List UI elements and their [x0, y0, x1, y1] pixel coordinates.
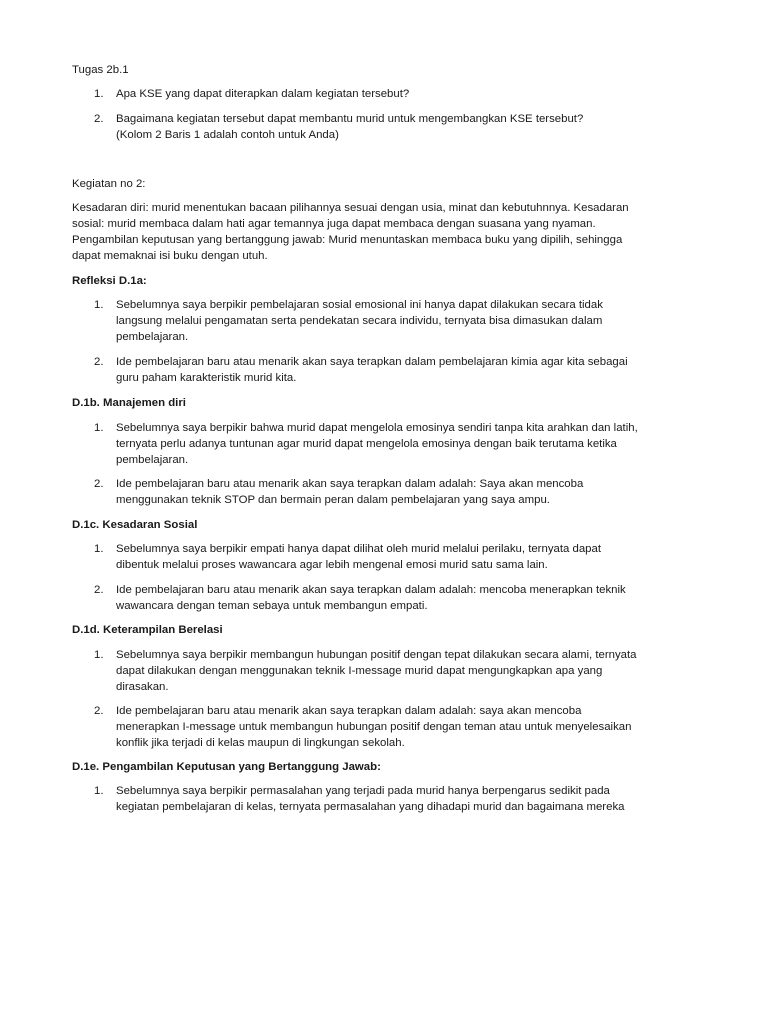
list-number: 1. [94, 785, 104, 797]
text-line: wawancara dengan teman sebaya untuk membangun empati. [116, 600, 428, 612]
section-heading: D.1d. Keterampilan Berelasi [72, 624, 223, 636]
text-line: dirasakan. [116, 681, 169, 693]
text-line: sosial: murid membaca dalam hati agar temannya juga dapat membaca dengan suasana yang nyaman. [72, 218, 596, 230]
text-line: Ide pembelajaran baru atau menarik akan saya terapkan dalam pembelajaran kimia agar kita sebagai [116, 356, 628, 368]
text-line: konflik jika terjadi di kelas maupun di lingkungan sekolah. [116, 737, 405, 749]
text-line: menggunakan teknik STOP dan bermain peran dalam pembelajaran yang saya ampu. [116, 494, 550, 506]
text-line: Ide pembelajaran baru atau menarik akan saya terapkan dalam adalah: Saya akan mencoba [116, 478, 584, 490]
text-line: menerapkan I-message untuk membangun hubungan positif dengan teman atau untuk menyelesaikan [116, 721, 632, 733]
text-line: kegiatan pembelajaran di kelas, ternyata permasalahan yang dihadapi murid dan bagaimana mereka [116, 801, 625, 813]
list-number: 2. [94, 113, 104, 125]
text-line: ternyata perlu adanya tuntunan agar murid dapat mengelola emosinya dengan baik terutama ketika [116, 438, 617, 450]
activity-paragraph [72, 200, 696, 264]
text-line: langsung melalui pengamatan serta pendekatan secara individu, ternyata bisa dimasukan dalam [116, 315, 603, 327]
list-number: 1. [94, 543, 104, 555]
list-number: 2. [94, 584, 104, 596]
list-number: 1. [94, 649, 104, 661]
text-line: Pengambilan keputusan yang bertanggung jawab: Murid menuntaskan membaca buku yang dipilih, sehingga [72, 234, 623, 246]
activity-title: Kegiatan no 2: [72, 178, 146, 190]
text-line: guru paham karakteristik murid kita. [116, 372, 297, 384]
text-line: Sebelumnya saya berpikir bahwa murid dapat mengelola emosinya sendiri tanpa kita arahkan dan latih, [116, 422, 638, 434]
text-line: dapat memaknai isi buku dengan utuh. [72, 250, 268, 262]
section-heading: D.1c. Kesadaran Sosial [72, 519, 198, 531]
text-line: Sebelumnya saya berpikir membangun hubungan positif dengan tepat dilakukan secara alami, ternyata [116, 649, 637, 661]
section-heading: D.1b. Manajemen diri [72, 397, 186, 409]
list-number: 2. [94, 356, 104, 368]
list-number: 1. [94, 88, 104, 100]
section-heading: D.1e. Pengambilan Keputusan yang Bertanggung Jawab: [72, 761, 381, 773]
text-line: Sebelumnya saya berpikir pembelajaran sosial emosional ini hanya dapat dilakukan secara tidak [116, 299, 603, 311]
text-line: (Kolom 2 Baris 1 adalah contoh untuk Anda) [116, 129, 339, 141]
text-line: Apa KSE yang dapat diterapkan dalam kegiatan tersebut? [116, 88, 410, 100]
list-number: 2. [94, 478, 104, 490]
list-number: 1. [94, 299, 104, 311]
text-line: Bagaimana kegiatan tersebut dapat membantu murid untuk mengembangkan KSE tersebut? [116, 113, 584, 125]
text-line: dibentuk melalui proses wawancara agar lebih mengenal emosi murid satu sama lain. [116, 559, 548, 571]
section-heading: Refleksi D.1a: [72, 275, 147, 287]
text-line: Kesadaran diri: murid menentukan bacaan pilihannya sesuai dengan usia, minat dan kebutuhnnya. Kesadaran [72, 202, 629, 214]
text-line: Sebelumnya saya berpikir permasalahan yang terjadi pada murid hanya berpengarus sedikit pada [116, 785, 610, 797]
text-line: dapat dilakukan dengan menggunakan teknik I-message murid dapat mengungkapkan apa yang [116, 665, 603, 677]
list-number: 2. [94, 705, 104, 717]
list-number: 1. [94, 422, 104, 434]
text-line: Sebelumnya saya berpikir empati hanya dapat dilihat oleh murid melalui perilaku, ternyata dapat [116, 543, 602, 555]
text-line: Ide pembelajaran baru atau menarik akan saya terapkan dalam adalah: saya akan mencoba [116, 705, 582, 717]
text-line: Ide pembelajaran baru atau menarik akan saya terapkan dalam adalah: mencoba menerapkan teknik [116, 584, 626, 596]
text-line: pembelajaran. [116, 331, 189, 343]
document-title: Tugas 2b.1 [72, 64, 129, 76]
text-line: pembelajaran. [116, 454, 189, 466]
